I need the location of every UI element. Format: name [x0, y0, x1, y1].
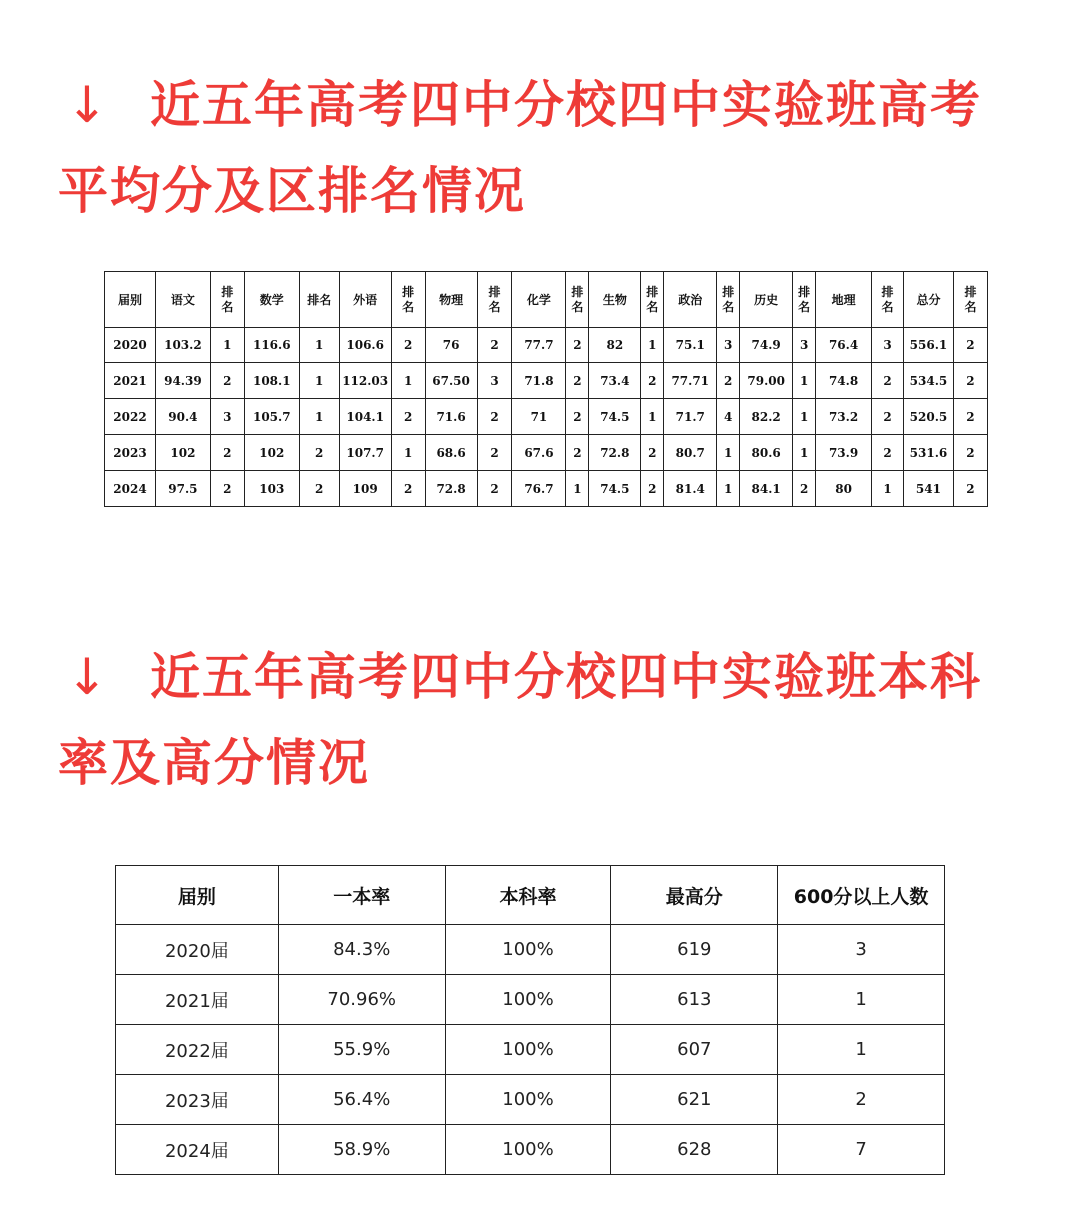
- table-cell: 2: [210, 435, 244, 471]
- table-cell: 90.4: [155, 399, 210, 435]
- header-cell: 总分: [903, 272, 953, 328]
- header-cell-rank: 排名: [299, 272, 339, 328]
- table-cell: 100%: [445, 975, 611, 1025]
- table-cell: 1: [717, 471, 740, 507]
- table-cell: 79.00: [740, 363, 793, 399]
- down-arrow-icon: ↓: [66, 648, 110, 706]
- table-cell: 621: [611, 1075, 778, 1125]
- table-cell: 1: [717, 435, 740, 471]
- table-cell: 102: [155, 435, 210, 471]
- header-cell: 最高分: [611, 866, 778, 925]
- header-cell: 一本率: [278, 866, 445, 925]
- table-cell: 2: [210, 363, 244, 399]
- table-cell: 2023届: [116, 1075, 279, 1125]
- table-cell: 67.6: [512, 435, 566, 471]
- table-cell: 103: [244, 471, 299, 507]
- header-cell: 语文: [155, 272, 210, 328]
- table-cell: 80.6: [740, 435, 793, 471]
- table-cell: 3: [778, 925, 945, 975]
- table-row: [116, 1125, 945, 1175]
- table-cell: 73.9: [816, 435, 872, 471]
- header-cell: 历史: [740, 272, 793, 328]
- rate-table-header-row: [116, 866, 945, 925]
- heading-average-scores: [58, 62, 1018, 234]
- header-cell: 物理: [425, 272, 477, 328]
- table-cell: 82.2: [740, 399, 793, 435]
- table-cell: 1: [793, 363, 816, 399]
- table-cell: 1: [299, 363, 339, 399]
- table-cell: 2020届: [116, 925, 279, 975]
- table-cell: 74.5: [589, 399, 641, 435]
- header-cell: 届别: [105, 272, 156, 328]
- table-row: [105, 471, 988, 507]
- table-cell: 94.39: [155, 363, 210, 399]
- table-row: [105, 435, 988, 471]
- header-cell: 外语: [339, 272, 391, 328]
- table-cell: 108.1: [244, 363, 299, 399]
- table-cell: 2: [953, 471, 987, 507]
- header-cell-rank: 排 名: [717, 272, 740, 328]
- table-cell: 2: [872, 363, 904, 399]
- table-cell: 607: [611, 1025, 778, 1075]
- table-cell: 2: [566, 328, 589, 363]
- table-cell: 2: [953, 399, 987, 435]
- table-cell: 82: [589, 328, 641, 363]
- header-cell: 化学: [512, 272, 566, 328]
- table-cell: 2: [391, 471, 425, 507]
- table-cell: 71.8: [512, 363, 566, 399]
- table-cell: 534.5: [903, 363, 953, 399]
- table-cell: 2: [953, 363, 987, 399]
- table-row: [116, 975, 945, 1025]
- table-cell: 84.3%: [278, 925, 445, 975]
- table-cell: 70.96%: [278, 975, 445, 1025]
- header-cell-rank: 排 名: [953, 272, 987, 328]
- table-cell: 76: [425, 328, 477, 363]
- table-cell: 105.7: [244, 399, 299, 435]
- table-cell: 2: [477, 471, 512, 507]
- header-cell: 生物: [589, 272, 641, 328]
- table-cell: 1: [793, 435, 816, 471]
- table-cell: 2024: [105, 471, 156, 507]
- table-cell: 3: [872, 328, 904, 363]
- table-cell: 1: [641, 328, 664, 363]
- table-cell: 1: [641, 399, 664, 435]
- header-cell-rank: 排 名: [477, 272, 512, 328]
- table-cell: 2: [477, 399, 512, 435]
- table-cell: 2: [641, 363, 664, 399]
- table-cell: 100%: [445, 1025, 611, 1075]
- table-cell: 106.6: [339, 328, 391, 363]
- header-cell: 地理: [816, 272, 872, 328]
- table-cell: 2021: [105, 363, 156, 399]
- table-cell: 116.6: [244, 328, 299, 363]
- table-cell: 107.7: [339, 435, 391, 471]
- header-cell-rank: 排 名: [566, 272, 589, 328]
- table-cell: 2: [391, 328, 425, 363]
- table-cell: 2: [566, 363, 589, 399]
- heading-admission-rates-text: 近五年高考四中分校四中实验班本科率及高分情况: [58, 648, 982, 792]
- table-row: [105, 399, 988, 435]
- admission-rate-table: [115, 865, 945, 1175]
- table-cell: 72.8: [589, 435, 641, 471]
- table-cell: 2: [872, 435, 904, 471]
- header-cell: 届别: [116, 866, 279, 925]
- header-cell: 600分以上人数: [778, 866, 945, 925]
- table-cell: 2023: [105, 435, 156, 471]
- average-score-table: [104, 271, 988, 507]
- table-cell: 2: [299, 471, 339, 507]
- table-cell: 71.7: [664, 399, 717, 435]
- table-cell: 71.6: [425, 399, 477, 435]
- table-cell: 76.7: [512, 471, 566, 507]
- table-cell: 2022届: [116, 1025, 279, 1075]
- header-cell: 数学: [244, 272, 299, 328]
- table-cell: 2: [641, 471, 664, 507]
- table-cell: 2: [953, 328, 987, 363]
- header-cell-rank: 排 名: [793, 272, 816, 328]
- header-cell: 政治: [664, 272, 717, 328]
- table-row: [116, 1075, 945, 1125]
- table-cell: 100%: [445, 1075, 611, 1125]
- header-cell: 本科率: [445, 866, 611, 925]
- table-cell: 1: [778, 1025, 945, 1075]
- table-cell: 80: [816, 471, 872, 507]
- table-cell: 100%: [445, 1125, 611, 1175]
- table-cell: 102: [244, 435, 299, 471]
- table-cell: 77.7: [512, 328, 566, 363]
- table-cell: 1: [391, 363, 425, 399]
- table-cell: 1: [778, 975, 945, 1025]
- table-cell: 2: [566, 399, 589, 435]
- table-cell: 2021届: [116, 975, 279, 1025]
- down-arrow-icon: ↓: [66, 76, 110, 134]
- score-table-header-row: [105, 272, 988, 328]
- table-cell: 2: [953, 435, 987, 471]
- table-cell: 1: [210, 328, 244, 363]
- table-row: [116, 925, 945, 975]
- table-cell: 3: [793, 328, 816, 363]
- table-cell: 2024届: [116, 1125, 279, 1175]
- table-cell: 1: [872, 471, 904, 507]
- table-cell: 67.50: [425, 363, 477, 399]
- table-cell: 3: [210, 399, 244, 435]
- header-cell-rank: 排 名: [391, 272, 425, 328]
- table-cell: 2: [391, 399, 425, 435]
- header-cell-rank: 排 名: [210, 272, 244, 328]
- table-cell: 74.9: [740, 328, 793, 363]
- table-cell: 76.4: [816, 328, 872, 363]
- header-cell-rank: 排 名: [641, 272, 664, 328]
- table-cell: 112.03: [339, 363, 391, 399]
- table-cell: 1: [566, 471, 589, 507]
- table-cell: 541: [903, 471, 953, 507]
- table-cell: 556.1: [903, 328, 953, 363]
- table-cell: 2: [778, 1075, 945, 1125]
- table-cell: 77.71: [664, 363, 717, 399]
- table-cell: 84.1: [740, 471, 793, 507]
- table-cell: 74.8: [816, 363, 872, 399]
- table-cell: 80.7: [664, 435, 717, 471]
- table-row: [105, 328, 988, 363]
- table-cell: 619: [611, 925, 778, 975]
- table-cell: 2: [210, 471, 244, 507]
- heading-average-scores-text: 近五年高考四中分校四中实验班高考平均分及区排名情况: [58, 76, 982, 220]
- table-cell: 520.5: [903, 399, 953, 435]
- table-cell: 2: [299, 435, 339, 471]
- table-cell: 1: [299, 399, 339, 435]
- table-cell: 3: [717, 328, 740, 363]
- table-cell: 73.2: [816, 399, 872, 435]
- table-cell: 81.4: [664, 471, 717, 507]
- table-cell: 55.9%: [278, 1025, 445, 1075]
- table-cell: 7: [778, 1125, 945, 1175]
- table-cell: 74.5: [589, 471, 641, 507]
- table-cell: 109: [339, 471, 391, 507]
- table-cell: 531.6: [903, 435, 953, 471]
- table-cell: 2022: [105, 399, 156, 435]
- table-cell: 4: [717, 399, 740, 435]
- table-cell: 3: [477, 363, 512, 399]
- table-cell: 613: [611, 975, 778, 1025]
- table-cell: 72.8: [425, 471, 477, 507]
- table-cell: 2: [566, 435, 589, 471]
- table-row: [116, 1025, 945, 1075]
- table-cell: 58.9%: [278, 1125, 445, 1175]
- table-cell: 2: [872, 399, 904, 435]
- table-cell: 97.5: [155, 471, 210, 507]
- table-cell: 2020: [105, 328, 156, 363]
- table-cell: 2: [641, 435, 664, 471]
- table-cell: 1: [793, 399, 816, 435]
- table-cell: 103.2: [155, 328, 210, 363]
- table-cell: 2: [717, 363, 740, 399]
- table-cell: 75.1: [664, 328, 717, 363]
- table-cell: 73.4: [589, 363, 641, 399]
- header-cell-rank: 排 名: [872, 272, 904, 328]
- table-cell: 104.1: [339, 399, 391, 435]
- table-cell: 628: [611, 1125, 778, 1175]
- heading-admission-rates: [58, 634, 1018, 806]
- table-cell: 71: [512, 399, 566, 435]
- table-cell: 1: [299, 328, 339, 363]
- table-cell: 100%: [445, 925, 611, 975]
- table-cell: 2: [477, 435, 512, 471]
- table-cell: 68.6: [425, 435, 477, 471]
- table-cell: 56.4%: [278, 1075, 445, 1125]
- table-row: [105, 363, 988, 399]
- table-cell: 2: [477, 328, 512, 363]
- table-cell: 2: [793, 471, 816, 507]
- table-cell: 1: [391, 435, 425, 471]
